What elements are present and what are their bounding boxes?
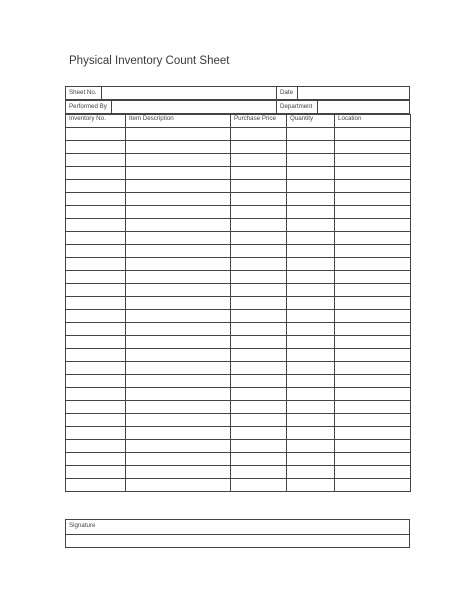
table-cell[interactable] — [66, 141, 126, 154]
table-cell[interactable] — [335, 310, 411, 323]
table-cell[interactable] — [66, 310, 126, 323]
table-cell[interactable] — [287, 206, 335, 219]
table-cell[interactable] — [287, 245, 335, 258]
table-cell[interactable] — [231, 271, 287, 284]
table-cell[interactable] — [126, 349, 231, 362]
table-cell[interactable] — [335, 154, 411, 167]
table-cell[interactable] — [66, 375, 126, 388]
table-cell[interactable] — [335, 128, 411, 141]
table-cell[interactable] — [126, 362, 231, 375]
table-cell[interactable] — [231, 193, 287, 206]
table-cell[interactable] — [287, 336, 335, 349]
table-cell[interactable] — [126, 154, 231, 167]
table-cell[interactable] — [335, 284, 411, 297]
table-cell[interactable] — [66, 466, 126, 479]
table-cell[interactable] — [287, 414, 335, 427]
table-cell[interactable] — [66, 453, 126, 466]
table-body — [66, 128, 411, 492]
table-cell[interactable] — [287, 193, 335, 206]
table-cell[interactable] — [231, 453, 287, 466]
table-row — [66, 440, 411, 453]
table-row — [66, 375, 411, 388]
table-cell[interactable] — [126, 427, 231, 440]
table-cell[interactable] — [287, 479, 335, 492]
table-row — [66, 427, 411, 440]
table-cell[interactable] — [66, 271, 126, 284]
table-cell[interactable] — [66, 245, 126, 258]
table-cell[interactable] — [335, 453, 411, 466]
table-cell[interactable] — [231, 297, 287, 310]
table-cell[interactable] — [231, 375, 287, 388]
table-row — [66, 167, 411, 180]
date-label: Date — [280, 89, 294, 96]
table-cell[interactable] — [126, 297, 231, 310]
table-row — [66, 128, 411, 141]
table-cell[interactable] — [287, 219, 335, 232]
table-cell[interactable] — [335, 349, 411, 362]
table-cell[interactable] — [231, 401, 287, 414]
table-cell[interactable] — [335, 232, 411, 245]
signature-label: Signature — [69, 522, 96, 529]
table-cell[interactable] — [335, 388, 411, 401]
table-row — [66, 180, 411, 193]
table-row — [66, 388, 411, 401]
table-cell[interactable] — [231, 466, 287, 479]
date-field[interactable] — [297, 87, 410, 99]
table-cell[interactable] — [126, 466, 231, 479]
table-cell[interactable] — [231, 180, 287, 193]
table-row — [66, 271, 411, 284]
table-cell[interactable] — [287, 453, 335, 466]
table-cell[interactable] — [287, 271, 335, 284]
table-cell[interactable] — [335, 271, 411, 284]
table-cell[interactable] — [335, 258, 411, 271]
table-row — [66, 245, 411, 258]
table-cell[interactable] — [287, 284, 335, 297]
table-cell[interactable] — [126, 232, 231, 245]
table-cell[interactable] — [231, 232, 287, 245]
table-header-row — [66, 115, 411, 128]
table-cell[interactable] — [287, 297, 335, 310]
table-cell[interactable] — [66, 336, 126, 349]
table-cell[interactable] — [335, 440, 411, 453]
table-cell[interactable] — [231, 323, 287, 336]
table-row — [66, 466, 411, 479]
table-row — [66, 258, 411, 271]
table-cell[interactable] — [66, 167, 126, 180]
table-cell[interactable] — [335, 141, 411, 154]
table-cell[interactable] — [126, 180, 231, 193]
table-cell[interactable] — [66, 193, 126, 206]
table-cell[interactable] — [66, 297, 126, 310]
table-cell[interactable] — [335, 427, 411, 440]
table-cell[interactable] — [66, 180, 126, 193]
table-row — [66, 349, 411, 362]
table-cell[interactable] — [287, 154, 335, 167]
table-cell[interactable] — [66, 414, 126, 427]
table-cell[interactable] — [335, 414, 411, 427]
table-row — [66, 453, 411, 466]
table-cell[interactable] — [66, 219, 126, 232]
sheet-no-label: Sheet No. — [69, 89, 97, 96]
table-cell[interactable] — [335, 401, 411, 414]
col-header-quantity: Quantity — [287, 115, 335, 128]
table-cell[interactable] — [287, 440, 335, 453]
performed-by-row — [65, 100, 410, 114]
table-cell[interactable] — [287, 232, 335, 245]
table-cell[interactable] — [287, 310, 335, 323]
table-cell[interactable] — [66, 206, 126, 219]
table-cell[interactable] — [335, 336, 411, 349]
table-cell[interactable] — [66, 323, 126, 336]
table-cell[interactable] — [287, 323, 335, 336]
table-cell[interactable] — [231, 128, 287, 141]
table-cell[interactable] — [335, 362, 411, 375]
col-header-location: Location — [335, 115, 411, 128]
table-row — [66, 141, 411, 154]
table-cell[interactable] — [126, 440, 231, 453]
table-cell[interactable] — [231, 284, 287, 297]
table-cell[interactable] — [231, 388, 287, 401]
table-row — [66, 193, 411, 206]
table-cell[interactable] — [231, 167, 287, 180]
table-cell[interactable] — [287, 362, 335, 375]
table-cell[interactable] — [335, 167, 411, 180]
table-row — [66, 414, 411, 427]
table-cell[interactable] — [287, 349, 335, 362]
table-cell[interactable] — [126, 219, 231, 232]
performed-by-field[interactable] — [111, 101, 276, 113]
table-cell[interactable] — [287, 141, 335, 154]
table-cell[interactable] — [231, 310, 287, 323]
table-row — [66, 401, 411, 414]
table-cell[interactable] — [126, 284, 231, 297]
table-row — [66, 154, 411, 167]
signature-divider — [66, 534, 409, 535]
department-label: Department — [280, 103, 313, 110]
table-cell[interactable] — [231, 336, 287, 349]
table-cell[interactable] — [126, 414, 231, 427]
table-cell[interactable] — [66, 232, 126, 245]
table-cell[interactable] — [126, 453, 231, 466]
table-cell[interactable] — [231, 258, 287, 271]
table-cell[interactable] — [335, 466, 411, 479]
col-header-inventory-no: Inventory No. — [66, 115, 126, 128]
table-cell[interactable] — [287, 466, 335, 479]
table-cell[interactable] — [126, 310, 231, 323]
signature-box[interactable] — [65, 519, 410, 548]
table-cell[interactable] — [335, 193, 411, 206]
table-cell[interactable] — [126, 271, 231, 284]
table-cell[interactable] — [231, 245, 287, 258]
table-cell[interactable] — [66, 154, 126, 167]
table-cell[interactable] — [126, 206, 231, 219]
table-cell[interactable] — [66, 362, 126, 375]
table-row — [66, 232, 411, 245]
table-row — [66, 297, 411, 310]
table-cell[interactable] — [66, 388, 126, 401]
table-cell[interactable] — [66, 349, 126, 362]
table-cell[interactable] — [335, 206, 411, 219]
table-cell[interactable] — [287, 180, 335, 193]
table-cell[interactable] — [287, 258, 335, 271]
table-cell[interactable] — [66, 284, 126, 297]
table-cell[interactable] — [335, 219, 411, 232]
table-cell[interactable] — [231, 349, 287, 362]
table-cell[interactable] — [126, 193, 231, 206]
table-cell[interactable] — [231, 440, 287, 453]
table-cell[interactable] — [287, 427, 335, 440]
table-row — [66, 336, 411, 349]
table-cell[interactable] — [66, 440, 126, 453]
table-cell[interactable] — [126, 336, 231, 349]
table-cell[interactable] — [231, 479, 287, 492]
table-cell[interactable] — [335, 245, 411, 258]
table-cell[interactable] — [335, 297, 411, 310]
table-cell[interactable] — [126, 323, 231, 336]
col-header-item-description: Item Description — [126, 115, 231, 128]
performed-by-label: Performed By — [69, 103, 107, 110]
table-cell[interactable] — [287, 401, 335, 414]
table-cell[interactable] — [126, 245, 231, 258]
table-cell[interactable] — [231, 206, 287, 219]
table-cell[interactable] — [335, 323, 411, 336]
table-cell[interactable] — [126, 388, 231, 401]
table-row — [66, 206, 411, 219]
table-cell[interactable] — [126, 128, 231, 141]
table-cell[interactable] — [287, 388, 335, 401]
table-row — [66, 362, 411, 375]
table-cell[interactable] — [231, 414, 287, 427]
table-cell[interactable] — [335, 479, 411, 492]
table-cell[interactable] — [66, 401, 126, 414]
table-row — [66, 310, 411, 323]
col-header-purchase-price: Purchase Price — [231, 115, 287, 128]
table-cell[interactable] — [287, 167, 335, 180]
page-title: Physical Inventory Count Sheet — [69, 55, 230, 67]
table-cell[interactable] — [287, 128, 335, 141]
date-label-cell — [276, 87, 296, 99]
table-cell[interactable] — [126, 167, 231, 180]
table-cell[interactable] — [66, 479, 126, 492]
department-label-cell — [276, 101, 319, 113]
table-cell[interactable] — [231, 427, 287, 440]
table-cell[interactable] — [126, 258, 231, 271]
table-row — [66, 479, 411, 492]
table-cell[interactable] — [66, 258, 126, 271]
table-cell[interactable] — [126, 141, 231, 154]
table-cell[interactable] — [231, 362, 287, 375]
department-field[interactable] — [317, 101, 411, 113]
table-cell[interactable] — [231, 219, 287, 232]
table-row — [66, 219, 411, 232]
table-cell[interactable] — [335, 375, 411, 388]
table-cell[interactable] — [126, 375, 231, 388]
table-cell[interactable] — [66, 427, 126, 440]
table-cell[interactable] — [231, 154, 287, 167]
table-row — [66, 284, 411, 297]
table-cell[interactable] — [287, 375, 335, 388]
table-cell[interactable] — [126, 479, 231, 492]
table-row — [66, 323, 411, 336]
table-cell[interactable] — [66, 128, 126, 141]
table-cell[interactable] — [126, 401, 231, 414]
sheet-info-row — [65, 86, 410, 100]
table-cell[interactable] — [231, 141, 287, 154]
inventory-table — [65, 114, 411, 492]
table-cell[interactable] — [335, 180, 411, 193]
